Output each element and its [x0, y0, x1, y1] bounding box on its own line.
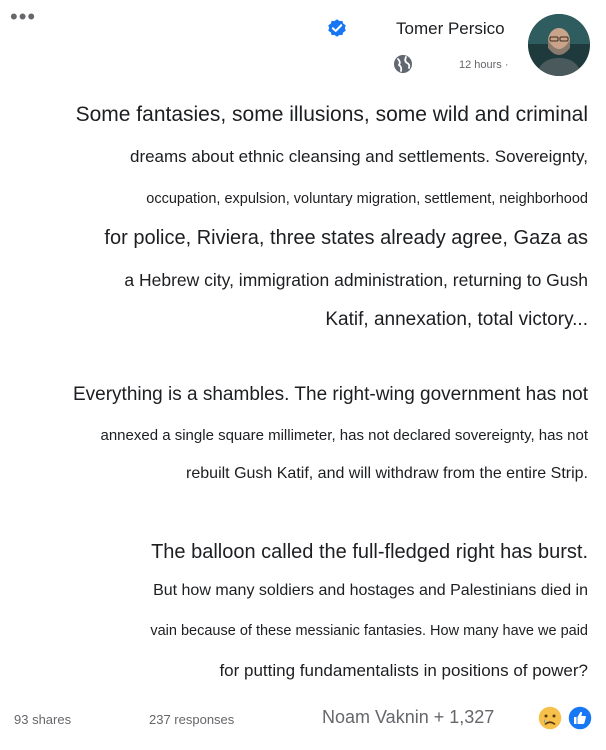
post-text-line: Everything is a shambles. The right-wing government has not [72, 384, 588, 405]
responses-count[interactable]: 237 responses [149, 712, 235, 727]
post-text-line: Some fantasies, some illusions, some wild and criminal [75, 103, 588, 126]
post-text-line: vain because of these messianic fantasies. How many have we paid [150, 623, 588, 639]
avatar-image [528, 14, 590, 76]
post-text-line: But how many soldiers and hostages and Palestinians died in [153, 582, 588, 599]
verified-icon [326, 17, 348, 39]
globe-icon [393, 54, 413, 74]
post-text-line: a Hebrew city, immigration administration, returning to Gush [124, 270, 588, 290]
post-text-line: rebuilt Gush Katif, and will withdraw from the entire Strip. [186, 465, 588, 482]
post-text-line: for putting fundamentalists in positions of power? [219, 661, 588, 680]
reactions-summary[interactable]: Noam Vaknin + 1,327 [322, 707, 495, 727]
post-timestamp[interactable]: 12 hours · [459, 59, 509, 71]
post-text-line: The balloon called the full-fledged right has burst. [151, 541, 588, 563]
shares-count[interactable]: 93 shares [14, 712, 72, 727]
sad-reaction-icon [537, 705, 563, 731]
author-name[interactable]: Tomer Persico [396, 19, 505, 38]
post-text-line: dreams about ethnic cleansing and settlements. Sovereignty, [129, 147, 588, 166]
post-text-line: for police, Riviera, three states already agree, Gaza as [104, 227, 588, 249]
avatar[interactable] [528, 14, 590, 76]
post-text-line: annexed a single square millimeter, has not declared sovereignty, has not [100, 427, 588, 444]
more-options-button[interactable]: ••• [10, 4, 37, 29]
like-reaction-icon [567, 705, 593, 731]
post-text-line: occupation, expulsion, voluntary migration, settlement, neighborhood [146, 191, 588, 207]
post-text-line: Katif, annexation, total victory... [325, 309, 588, 330]
